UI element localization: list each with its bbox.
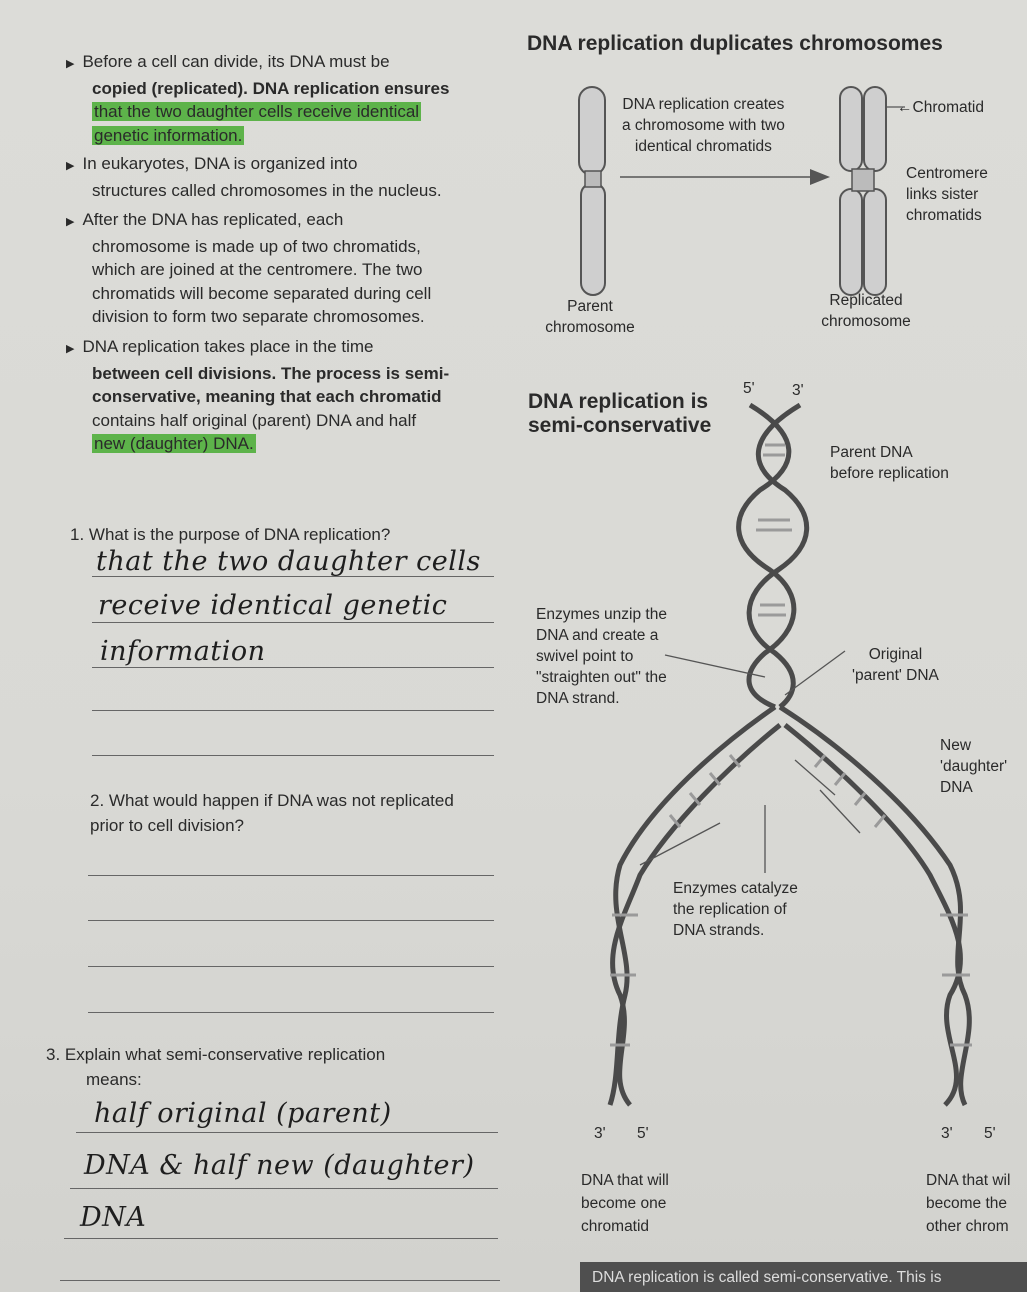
left-five-prime: 5' bbox=[637, 1125, 649, 1142]
three-prime-top: 3' bbox=[792, 382, 804, 399]
bullet-1: ▶ Before a cell can divide, its DNA must be copied (replicated). DNA replication ensures that the two daughter cells receive identical genetic information. bbox=[66, 52, 450, 145]
question-1: 1. What is the purpose of DNA replication? bbox=[70, 525, 391, 544]
five-prime-top: 5' bbox=[743, 380, 755, 397]
answer-line bbox=[92, 667, 494, 668]
pointer-line bbox=[665, 655, 765, 677]
answer-line bbox=[70, 1188, 498, 1189]
enzymes-unzip-label: Enzymes unzip the DNA and create a swivel point to "straighten out" the DNA strand. bbox=[536, 606, 667, 707]
highlight: new (daughter) DNA. bbox=[94, 434, 254, 453]
handwritten-answer-1[interactable]: that the two daughter cells bbox=[96, 546, 481, 577]
answer-line bbox=[64, 1238, 498, 1239]
answer-line bbox=[88, 966, 494, 967]
right-branch-inner bbox=[785, 725, 960, 1105]
chromosome-diagram bbox=[560, 85, 920, 305]
left-three-prime: 3' bbox=[594, 1125, 606, 1142]
bullet-arrow-icon: ▶ bbox=[66, 216, 75, 228]
highlight: that the two daughter cells receive identical bbox=[94, 102, 420, 121]
pointer-line bbox=[785, 651, 845, 695]
answer-line bbox=[92, 710, 494, 711]
replicated-chromosome-label: Replicated chromosome bbox=[821, 292, 911, 330]
left-arrow-icon: ← bbox=[897, 99, 913, 116]
answer-line bbox=[92, 755, 494, 756]
original-parent-label: Original 'parent' DNA bbox=[852, 646, 939, 684]
bottom-strip: DNA replication is called semi-conservative. This is bbox=[580, 1262, 1027, 1292]
enzymes-catalyze-label: Enzymes catalyze the replication of DNA strands. bbox=[673, 880, 798, 939]
bullet-2: ▶ In eukaryotes, DNA is organized into structures called chromosomes in the nucleus. bbox=[66, 154, 442, 200]
right-five-prime: 5' bbox=[984, 1125, 996, 1142]
new-daughter-label: New 'daughter' DNA bbox=[940, 737, 1008, 796]
answer-line bbox=[88, 875, 494, 876]
parent-dna-label: Parent DNA before replication bbox=[830, 444, 949, 482]
answer-line bbox=[76, 1132, 498, 1133]
parent-chromosome-label: Parent chromosome bbox=[545, 298, 635, 336]
replicated-chromosome bbox=[840, 87, 886, 295]
question-3: 3. Explain what semi-conservative replication means: bbox=[46, 1045, 386, 1089]
answer-line bbox=[92, 622, 494, 623]
pointer-line bbox=[820, 790, 860, 833]
chromatid-label: ←Chromatid bbox=[897, 99, 984, 116]
replication-creates-label: DNA replication creates a chromosome with two identical chromatids bbox=[622, 96, 785, 155]
figure2-title: DNA replication is semi-conservative bbox=[528, 390, 712, 437]
parent-chromosome bbox=[579, 87, 605, 295]
right-three-prime: 3' bbox=[941, 1125, 953, 1142]
figure1-title: DNA replication duplicates chromosomes bbox=[527, 32, 943, 55]
bullet-arrow-icon: ▶ bbox=[66, 343, 75, 355]
handwritten-answer-3[interactable]: DNA & half new (daughter) bbox=[84, 1150, 475, 1181]
answer-line bbox=[60, 1280, 500, 1281]
question-2: 2. What would happen if DNA was not replicated prior to cell division? bbox=[90, 791, 454, 835]
handwritten-answer-1[interactable]: information bbox=[100, 636, 266, 667]
highlight: genetic information. bbox=[94, 125, 243, 145]
dna-helix-diagram bbox=[580, 395, 1000, 1125]
bullet-4: ▶ DNA replication takes place in the time between cell divisions. The process is semi- conservative, meaning that each chromatid contains half original (parent) DNA and half new (daughter) DNA. bbox=[66, 337, 450, 453]
bullet-arrow-icon: ▶ bbox=[66, 160, 75, 172]
left-chromatid-caption: DNA that will become one chromatid bbox=[581, 1172, 669, 1235]
answer-line bbox=[88, 920, 494, 921]
handwritten-answer-1[interactable]: receive identical genetic bbox=[98, 590, 448, 621]
bullet-arrow-icon: ▶ bbox=[66, 58, 75, 70]
arrow-head-icon bbox=[810, 169, 830, 185]
right-chromatid-caption: DNA that wil become the other chrom bbox=[926, 1172, 1011, 1235]
answer-line bbox=[88, 1012, 494, 1013]
bullet-3: ▶ After the DNA has replicated, each chromosome is made up of two chromatids, which are joined at the centromere. The two chromatids will become separated during cell division to form two separate chromosomes. bbox=[66, 210, 432, 326]
centromere-label: Centromere links sister chromatids bbox=[906, 165, 988, 224]
handwritten-answer-3[interactable]: DNA bbox=[80, 1202, 147, 1233]
pointer-line bbox=[640, 823, 720, 865]
handwritten-answer-3[interactable]: half original (parent) bbox=[94, 1098, 392, 1129]
